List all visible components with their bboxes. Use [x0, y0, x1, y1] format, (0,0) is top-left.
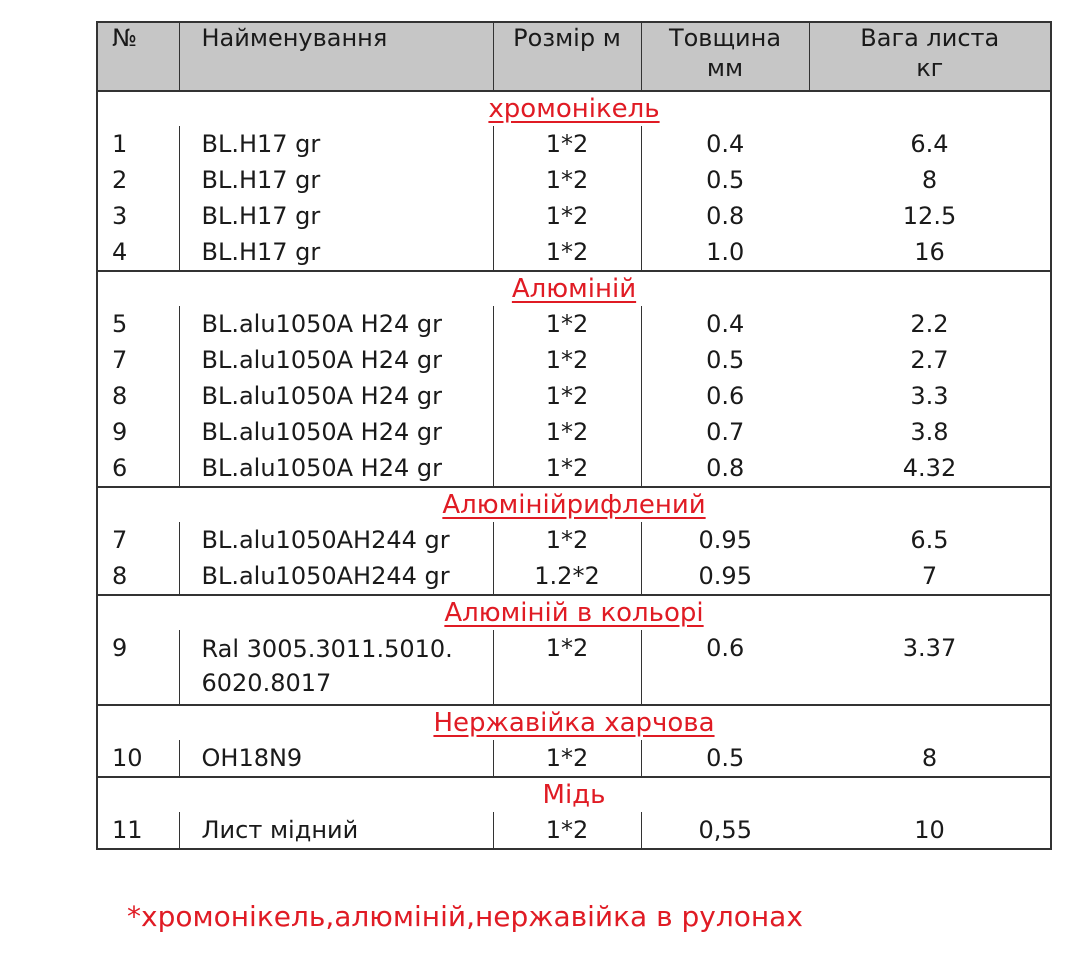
- row-weight: 12.5: [902, 202, 957, 230]
- header-thickness-line2: мм: [706, 54, 744, 82]
- row-size: 1*2: [493, 198, 641, 234]
- row-thickness: 0.95: [641, 558, 809, 595]
- row-weight: 3.8: [910, 418, 949, 446]
- section-title: Мідь: [542, 780, 606, 810]
- price-table: [96, 21, 1052, 850]
- row-weight: 6.5: [910, 526, 949, 554]
- row-num: 2: [112, 166, 128, 194]
- table-row: [97, 342, 1051, 378]
- row-num: 11: [112, 816, 143, 844]
- section-row: [97, 705, 1051, 740]
- row-name: BL.alu1050A H24 gr: [179, 378, 493, 414]
- row-thickness: 0.8: [641, 450, 809, 487]
- row-thickness: 1.0: [641, 234, 809, 271]
- row-size: 1*2: [493, 414, 641, 450]
- section-row: [97, 595, 1051, 630]
- row-weight: 3.37: [902, 634, 957, 662]
- section-row: [97, 487, 1051, 522]
- row-thickness: 0.8: [641, 198, 809, 234]
- section-cell: [97, 487, 1051, 522]
- row-size: 1*2: [493, 740, 641, 777]
- table-row: [97, 306, 1051, 342]
- row-size: 1*2: [493, 306, 641, 342]
- table-row: [97, 812, 1051, 849]
- row-size: 1*2: [493, 450, 641, 487]
- row-size: 1*2: [493, 630, 641, 705]
- header-name: Найменування: [179, 22, 493, 91]
- table-row: [97, 126, 1051, 162]
- row-thickness: 0,55: [641, 812, 809, 849]
- header-weight-line2: кг: [916, 54, 944, 82]
- row-thickness: 0.4: [641, 306, 809, 342]
- table-row: [97, 198, 1051, 234]
- row-name: BL.alu1050A H24 gr: [179, 342, 493, 378]
- section-cell: [97, 595, 1051, 630]
- header-thickness: [641, 22, 809, 91]
- row-name: BL.alu1050A H24 gr: [179, 414, 493, 450]
- table-row: [97, 414, 1051, 450]
- row-num: 5: [112, 310, 128, 338]
- row-size: 1*2: [493, 378, 641, 414]
- row-thickness: 0.5: [641, 342, 809, 378]
- row-thickness: 0.6: [641, 378, 809, 414]
- row-num: 7: [112, 526, 128, 554]
- row-name: OH18N9: [179, 740, 493, 777]
- row-name-line1: Ral 3005.3011.5010.: [201, 635, 453, 663]
- row-name: BL.alu1050AH244 gr: [179, 522, 493, 558]
- row-name: BL.alu1050A H24 gr: [179, 450, 493, 487]
- table-row: [97, 522, 1051, 558]
- table-row: [97, 378, 1051, 414]
- row-name: BL.alu1050AH244 gr: [179, 558, 493, 595]
- section-title: Нержавійка харчова: [433, 708, 715, 738]
- row-weight: 2.7: [910, 346, 949, 374]
- row-weight: 7: [921, 562, 938, 590]
- row-thickness: 0.95: [641, 522, 809, 558]
- section-row: [97, 777, 1051, 812]
- row-weight: 8: [921, 166, 938, 194]
- row-weight: 8: [921, 744, 938, 772]
- row-weight: 3.3: [910, 382, 949, 410]
- row-weight: 10: [914, 816, 945, 844]
- row-thickness: 0.4: [641, 126, 809, 162]
- row-thickness: 0.5: [641, 162, 809, 198]
- table-row: [97, 558, 1051, 595]
- row-name: BL.H17 gr: [179, 234, 493, 271]
- section-row: [97, 91, 1051, 126]
- section-title: Алюмінійрифлений: [442, 490, 706, 520]
- row-thickness: 0.7: [641, 414, 809, 450]
- row-size: 1*2: [493, 812, 641, 849]
- row-num: 8: [112, 382, 128, 410]
- table-row: [97, 162, 1051, 198]
- row-name: [179, 630, 493, 705]
- row-weight: 16: [914, 238, 945, 266]
- table-row: [97, 234, 1051, 271]
- header-num: №: [97, 22, 179, 91]
- section-title: Алюміній в кольорі: [444, 598, 704, 628]
- section-cell: [97, 271, 1051, 306]
- row-name: Лист мідний: [179, 812, 493, 849]
- row-num: 9: [112, 634, 128, 662]
- row-weight: 4.32: [902, 454, 957, 482]
- row-name-line2: 6020.8017: [201, 669, 332, 697]
- row-thickness: 0.6: [641, 630, 809, 705]
- table-body: [97, 91, 1051, 849]
- footnote: *хромонікель,алюміній,нержавійка в рулонах: [127, 900, 803, 933]
- row-size: 1*2: [493, 342, 641, 378]
- table-header: [97, 22, 1051, 91]
- row-num: 9: [112, 418, 128, 446]
- table-row: [97, 740, 1051, 777]
- section-cell: [97, 91, 1051, 126]
- section-cell: [97, 777, 1051, 812]
- header-weight-line1: Вага листа: [860, 24, 1000, 52]
- header-thickness-line1: Товщина: [668, 24, 782, 52]
- row-name: BL.alu1050A H24 gr: [179, 306, 493, 342]
- row-size: 1*2: [493, 234, 641, 271]
- table-row: [97, 450, 1051, 487]
- row-thickness: 0.5: [641, 740, 809, 777]
- row-num: 1: [112, 130, 128, 158]
- row-num: 6: [112, 454, 128, 482]
- section-title: Алюміній: [511, 274, 637, 304]
- row-name: BL.H17 gr: [179, 198, 493, 234]
- section-title: хромонікель: [488, 94, 660, 124]
- row-num: 8: [112, 562, 128, 590]
- row-size: 1*2: [493, 126, 641, 162]
- row-size: 1*2: [493, 162, 641, 198]
- table-row: [97, 630, 1051, 705]
- row-num: 3: [112, 202, 128, 230]
- row-weight: 6.4: [910, 130, 949, 158]
- row-name: BL.H17 gr: [179, 162, 493, 198]
- row-num: 10: [112, 744, 143, 772]
- header-size: Розмір м: [493, 22, 641, 91]
- row-weight: 2.2: [910, 310, 949, 338]
- row-size: 1.2*2: [493, 558, 641, 595]
- row-num: 7: [112, 346, 128, 374]
- section-row: [97, 271, 1051, 306]
- row-num: 4: [112, 238, 128, 266]
- row-size: 1*2: [493, 522, 641, 558]
- row-name: BL.H17 gr: [179, 126, 493, 162]
- section-cell: [97, 705, 1051, 740]
- header-weight: [809, 22, 1051, 91]
